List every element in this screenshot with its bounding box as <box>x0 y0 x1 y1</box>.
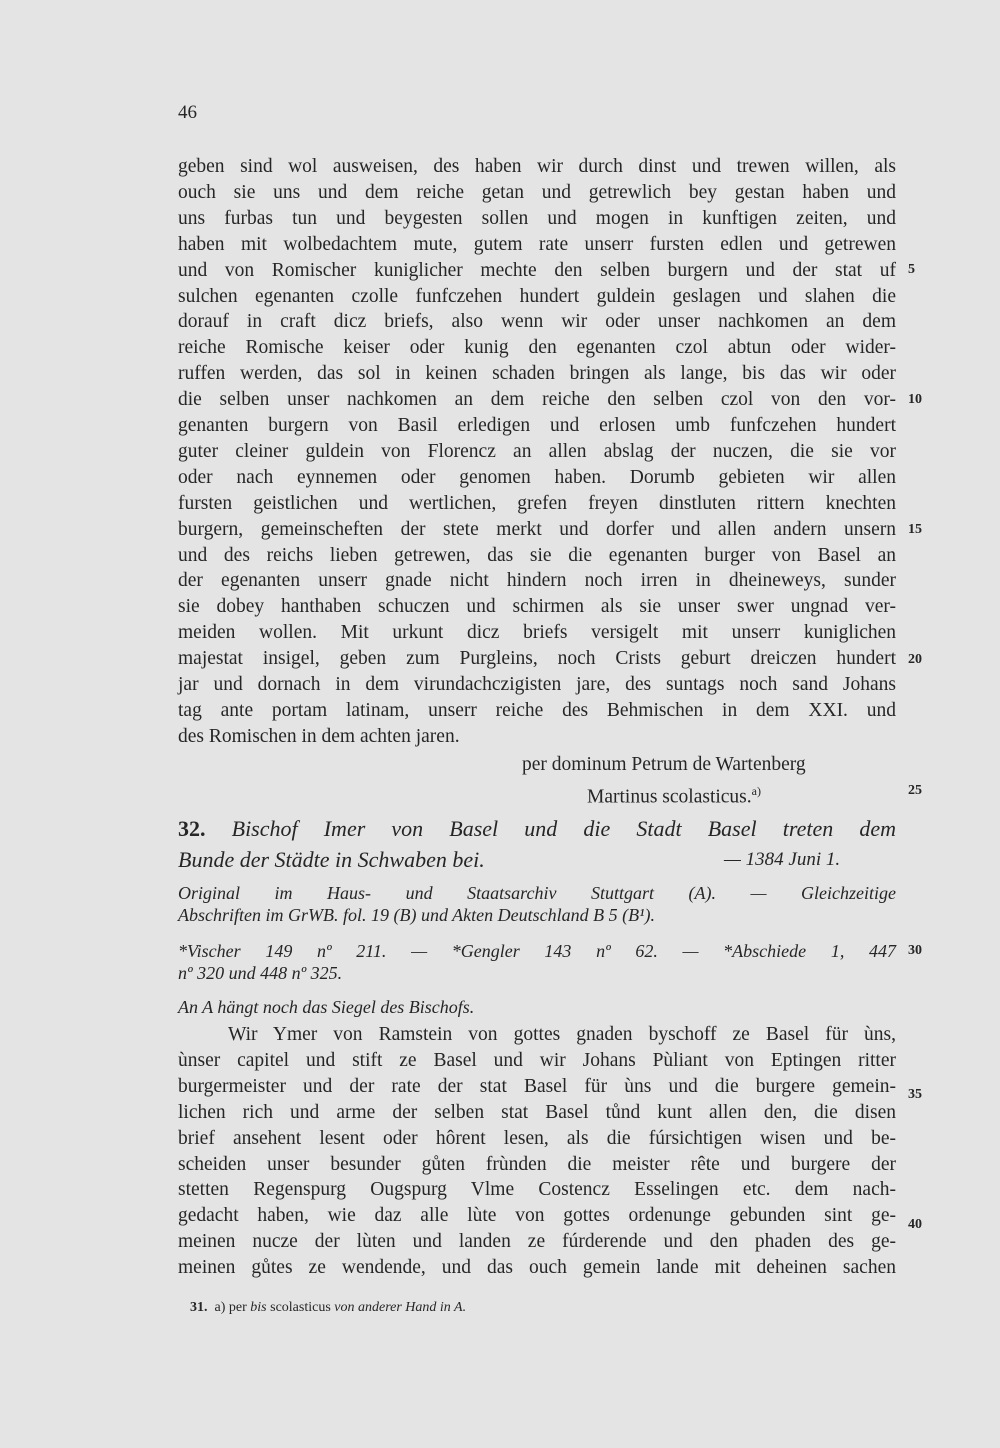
entry-number: 32. <box>178 816 206 841</box>
document-line: meinen nucze der lùten und landen ze fúrderende und den phaden des ge- <box>178 1231 896 1253</box>
body-line: geben sind wol ausweisen, des haben wir durch dinst und trewen willen, als <box>178 156 896 177</box>
entry-title-part2: Bunde der Städte in Schwaben bei. <box>178 847 485 872</box>
body-line: des Romischen in dem achten jaren. <box>178 725 460 747</box>
line-number: 40 <box>908 1217 922 1232</box>
footnote-text-a: per <box>228 1300 247 1315</box>
body-line: jar und dornach in dem virundachczigisten jare, des suntags noch sand Johans <box>178 674 896 695</box>
body-line: ruffen werden, das sol in keinen schaden bringen als lange, bis das wir oder <box>178 363 896 385</box>
document-line: lichen rich und arme der selben stat Basel tůnd kunt allen den, die disen <box>178 1101 896 1123</box>
footnote <box>190 1300 466 1316</box>
body-line: reiche Romische keiser oder kunig den egenanten czol abtun oder wider- <box>178 337 896 359</box>
scribe-name: Martinus scolasticus. <box>587 786 752 808</box>
body-line: die selben unser nachkomen an dem reiche den selben czol von den vor- <box>178 389 896 411</box>
body-line: ouch sie uns und dem reiche getan und getrewlich bey gestan haben und <box>178 181 896 203</box>
body-line: der egenanten unserr gnade nicht hindern noch irren in dheineweys, sunder <box>178 570 896 592</box>
entry-heading-line1 <box>178 814 896 844</box>
footnote-number: 31. <box>190 1300 208 1315</box>
body-line: sulchen egenanten czolle funfczehen hundert guldein geslagen und slahen die <box>178 285 896 307</box>
source-print-line2: nº 320 und 448 nº 325. <box>178 963 343 983</box>
line-number: 5 <box>908 262 915 277</box>
body-line: und des reichs lieben getrewen, das sie die egenanten burger von Basel an <box>178 544 896 566</box>
document-line: burgermeister und der rate der stat Basel für ùns und die burgere gemein- <box>178 1075 896 1097</box>
body-line: fursten geistlichen und wertlichen, grefen freyen dinstluten rittern knechten <box>178 492 896 514</box>
seal-note: An A hängt noch das Siegel des Bischofs. <box>178 997 475 1017</box>
line-number: 10 <box>908 392 922 407</box>
line-number: 35 <box>908 1087 922 1102</box>
document-line: gedacht haben, wie daz alle lùte von gottes ordenunge gebunden sint ge- <box>178 1205 896 1227</box>
body-line: sie dobey hanthaben schuczen und schirmen als sie unser swer ungnad ver- <box>178 596 896 618</box>
document-line: meinen gůtes ze wendende, und das ouch gemein lande mit deheinen sachen <box>178 1257 896 1279</box>
line-number: 30 <box>908 943 922 958</box>
document-line: scheiden unser besunder gůten frùnden die meister rête und burgere der <box>178 1153 896 1175</box>
body-line: guter cleiner guldein von Florencz an allen abslag der nuczen, die sie vor <box>178 440 896 462</box>
document-line: brief ansehent lesent oder hôrent lesen, als die fúrsichtigen wisen und be- <box>178 1127 896 1149</box>
body-line: meiden wollen. Mit urkunt dicz briefs versigelt mit unserr kuniglichen <box>178 622 896 644</box>
line-number: 15 <box>908 522 922 537</box>
source-original-line1: Original im Haus- und Staatsarchiv Stuttgart (A). — Gleichzeitige <box>178 883 896 903</box>
body-line: oder nach eynnemen oder genomen haben. Dorumb gebieten wir allen <box>178 466 896 488</box>
footnote-text-d: von anderer Hand in A. <box>334 1300 467 1315</box>
footnote-mark-label: a) <box>214 1300 226 1315</box>
line-number: 25 <box>908 783 922 798</box>
document-line: ùnser capitel und stift ze Basel und wir Johans Pùliant von Eptingen ritter <box>178 1049 896 1071</box>
source-print-line1: *Vischer 149 nº 211. — *Gengler 143 nº 62. — *Abschiede 1, 447 <box>178 941 896 961</box>
body-line: haben mit wolbedachtem mute, gutem rate unserr fursten edlen und getrewen <box>178 233 896 255</box>
signature-line: per dominum Petrum de Wartenberg <box>522 754 806 775</box>
body-line: burgern, gemeinscheften der stete merkt und dorfer und allen andern unsern <box>178 518 896 540</box>
footnote-text-b: bis <box>250 1300 267 1315</box>
footnote-mark: a) <box>751 784 761 798</box>
entry-date: — 1384 Juni 1. <box>724 849 841 870</box>
line-number: 20 <box>908 652 922 667</box>
page-number: 46 <box>178 102 197 123</box>
body-line: dorauf in craft dicz briefs, also wenn wir oder unser nachkomen an dem <box>178 311 896 333</box>
footnote-text-c: scolasticus <box>270 1300 331 1315</box>
entry-title-part1: Bischof Imer von Basel und die Stadt Basel treten dem <box>231 816 896 841</box>
document-line: stetten Regenspurg Ougspurg Vlme Costencz Esselingen etc. dem nach- <box>178 1179 896 1201</box>
body-line: majestat insigel, geben zum Purgleins, noch Crists geburt dreiczen hundert <box>178 648 896 670</box>
source-original-line2: Abschriften im GrWB. fol. 19 (B) und Akten Deutschland B 5 (B¹). <box>178 905 655 925</box>
signature-scribe <box>587 778 761 811</box>
entry-heading-line2 <box>178 845 896 875</box>
body-line: uns furbas tun und beygesten sollen und mogen in kunftigen zeiten, und <box>178 207 896 229</box>
body-line: und von Romischer kuniglicher mechte den selben burgern und der stat uf <box>178 259 896 281</box>
document-line: Wir Ymer von Ramstein von gottes gnaden byschoff ze Basel für ùns, <box>228 1024 896 1045</box>
body-line: genanten burgern von Basil erledigen und erlosen umb funfczehen hundert <box>178 415 896 436</box>
body-line: tag ante portam latinam, unserr reiche des Behmischen in dem XXI. und <box>178 699 896 721</box>
